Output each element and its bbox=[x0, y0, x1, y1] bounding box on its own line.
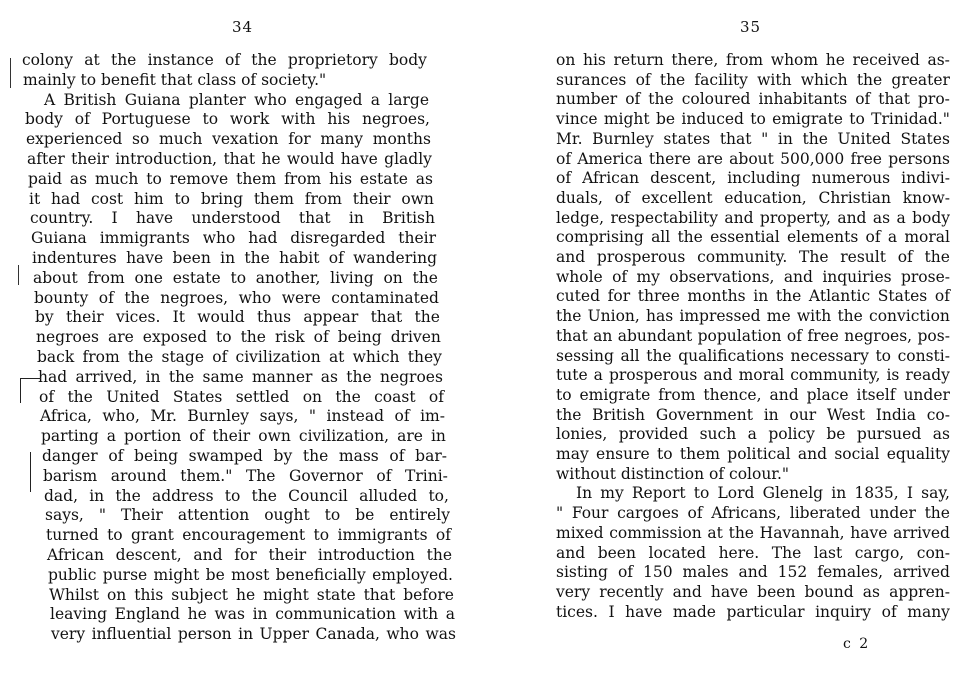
text-line: A British Guiana planter who engaged a large bbox=[44, 90, 429, 109]
text-line: says, " Their attention ought to be entirely bbox=[45, 506, 450, 525]
text-line: that an abundant population of free negroes, pos- bbox=[556, 326, 950, 345]
text-line: sisting of 150 males and 152 females, arrived bbox=[556, 563, 950, 582]
text-line: duals, of excellent education, Christian know- bbox=[556, 188, 950, 207]
text-line: number of the coloured inhabitants of that pro- bbox=[556, 90, 950, 109]
text-line: danger of being swamped by the mass of bar- bbox=[42, 447, 447, 465]
margin-bracket-mark bbox=[20, 378, 41, 403]
right-page bbox=[490, 0, 980, 678]
text-line: of America there are about 500,000 free persons bbox=[556, 149, 950, 168]
text-line: Guiana immigrants who had disregarded their bbox=[31, 229, 436, 248]
text-line: African descent, and for their introduction the bbox=[47, 546, 452, 564]
text-line: country. I have understood that in British bbox=[30, 209, 435, 228]
text-line: the Union, has impressed me with the conviction bbox=[556, 307, 950, 326]
text-line: after their introduction, that he would have gladly bbox=[27, 150, 432, 168]
text-line: and been located here. The last cargo, con- bbox=[556, 543, 950, 562]
text-line: comprising all the essential elements of a moral bbox=[556, 228, 950, 247]
text-line: and prosperous community. The result of the bbox=[556, 248, 950, 266]
text-line: had arrived, in the same manner as the negroes bbox=[38, 367, 443, 386]
margin-bracket-mark bbox=[30, 452, 31, 492]
text-line: bounty of the negroes, who were contaminated bbox=[34, 288, 439, 307]
text-line: indentures have been in the habit of wandering bbox=[32, 249, 437, 267]
page-number-left: 34 bbox=[232, 18, 254, 36]
text-line: surances of the facility with which the greater bbox=[556, 70, 950, 89]
text-line: body of Portuguese to work with his negroes, bbox=[25, 110, 430, 129]
text-line: dad, in the address to the Council alluded to, bbox=[44, 486, 449, 505]
text-line: paid as much to remove them from his estate as bbox=[28, 169, 433, 188]
text-line: on his return there, from whom he received as- bbox=[556, 51, 950, 69]
text-line: mainly to benefit that class of society." bbox=[23, 70, 327, 89]
text-line: lonies, provided such a policy be pursued as bbox=[556, 425, 950, 444]
signature-mark: c 2 bbox=[843, 636, 871, 652]
text-line: " Four cargoes of Africans, liberated under the bbox=[556, 504, 950, 523]
margin-pencil-mark bbox=[10, 58, 11, 88]
text-line: by their vices. It would thus appear that the bbox=[35, 308, 440, 327]
text-line: vince might be induced to emigrate to Trinidad." bbox=[556, 110, 950, 129]
text-line: the British Government in our West India co- bbox=[556, 405, 950, 424]
text-line: tute a prosperous and moral community, is ready bbox=[556, 366, 950, 385]
margin-pencil-mark bbox=[18, 265, 19, 285]
text-line: Whilst on this subject he might state that before bbox=[49, 585, 454, 604]
text-line: of the United States settled on the coast of bbox=[39, 387, 444, 406]
text-line: ledge, respectability and property, and as a body bbox=[556, 208, 950, 227]
text-line: colony at the instance of the proprietory body bbox=[22, 51, 427, 69]
text-line: very recently and have been bound as appren- bbox=[556, 582, 950, 601]
text-line: Mr. Burnley states that " in the United States bbox=[556, 129, 950, 148]
text-line: turned to grant encouragement to immigrants of bbox=[46, 526, 451, 545]
text-line: to emigrate from thence, and place itself under bbox=[556, 385, 950, 404]
text-line: public purse might be most beneficially employed. bbox=[48, 565, 453, 584]
text-line: without distinction of colour." bbox=[556, 464, 790, 483]
text-line: of African descent, including numerous indivi- bbox=[556, 169, 950, 188]
text-line: parting a portion of their own civilization, are in bbox=[41, 427, 446, 446]
text-line: it had cost him to bring them from their own bbox=[29, 189, 434, 208]
text-line: Africa, who, Mr. Burnley says, " instead of im- bbox=[40, 407, 445, 426]
text-line: back from the stage of civilization at which they bbox=[37, 348, 442, 366]
right-text-block bbox=[490, 0, 980, 678]
text-line: barism around them." The Governor of Trini- bbox=[43, 466, 448, 485]
text-line: cuted for three months in the Atlantic States of bbox=[556, 287, 950, 306]
text-line: mixed commission at the Havannah, have arrived bbox=[556, 523, 950, 542]
text-line: about from one estate to another, living on the bbox=[33, 268, 438, 287]
page-number-right: 35 bbox=[740, 18, 762, 36]
text-line: whole of my observations, and inquiries prose- bbox=[556, 267, 950, 286]
text-line: In my Report to Lord Glenelg in 1835, I say, bbox=[576, 484, 950, 503]
text-line: experienced so much vexation for many months bbox=[26, 130, 431, 149]
text-line: very influential person in Upper Canada, who was bbox=[51, 625, 456, 644]
text-line: sessing all the qualifications necessary to consti- bbox=[556, 346, 950, 365]
text-line: leaving England he was in communication with a bbox=[50, 605, 455, 624]
text-line: negroes are exposed to the risk of being driven bbox=[36, 328, 441, 347]
text-line: may ensure to them political and social equality bbox=[556, 445, 950, 463]
text-line: tices. I have made particular inquiry of many bbox=[556, 602, 950, 621]
